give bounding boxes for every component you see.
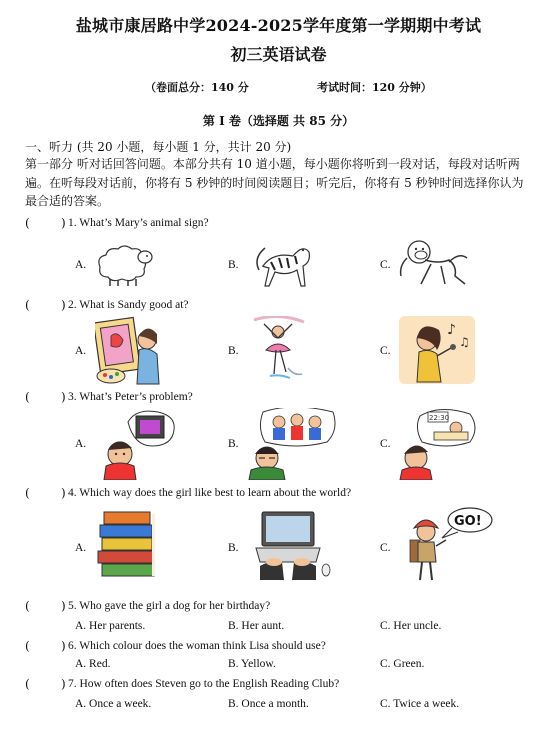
total-score: （卷面总分：140 分 <box>145 81 249 94</box>
go-label: GO! <box>454 514 482 529</box>
question-text: 3. What’s Peter’s problem? <box>68 391 193 403</box>
question-text: 4. Which way does the girl like best to learn about the world? <box>68 487 352 499</box>
answer-paren-close: ) <box>61 599 66 613</box>
option-c-label: C. <box>380 542 391 554</box>
option-a: A. Once a week. <box>75 698 152 710</box>
answer-paren-open[interactable]: ( <box>25 298 30 312</box>
option-c: C. Green. <box>380 658 425 670</box>
exam-time: 考试时间：120 分钟） <box>317 81 432 94</box>
instructions-line-1: 第一部分 听对话回答问题。本部分共有 10 道小题，每小题你将听到一段对话，每段对话听两 <box>25 157 520 171</box>
option-a-label: A. <box>75 259 87 271</box>
answer-paren-open[interactable]: ( <box>25 486 30 500</box>
answer-paren-close: ) <box>61 390 66 404</box>
answer-paren-open[interactable]: ( <box>25 677 30 691</box>
laptop-icon <box>254 510 334 582</box>
dancing-icon <box>248 316 308 386</box>
option-a-label: A. <box>75 438 87 450</box>
option-c-label: C. <box>380 345 391 357</box>
svg-text:♫: ♫ <box>459 335 470 349</box>
instructions-line-2: 遍。在听每段对话前，你将有 5 秒钟的时间阅读题目；听完后，你将有 5 秒钟时间选择你认为 <box>25 176 524 190</box>
option-b: B. Her aunt. <box>228 620 285 632</box>
traveler-icon <box>404 506 496 586</box>
option-b: B. Once a month. <box>228 698 309 710</box>
answer-paren-close: ) <box>61 486 66 500</box>
tiger-icon <box>255 236 313 290</box>
section-title: 第 I 卷（选择题 共 85 分） <box>202 114 355 128</box>
option-c-label: C. <box>380 438 391 450</box>
answer-paren-close: ) <box>61 639 66 653</box>
answer-paren-close: ) <box>61 216 66 230</box>
option-b-label: B. <box>228 542 239 554</box>
option-c: C. Her uncle. <box>380 620 442 632</box>
option-b: B. Yellow. <box>228 658 276 670</box>
svg-text:♪: ♪ <box>447 322 456 338</box>
option-b-label: B. <box>228 259 239 271</box>
option-b-label: B. <box>228 438 239 450</box>
question-text: 6. Which colour does the woman think Lisa should use? <box>68 640 326 652</box>
exam-title: 盐城市康居路中学2024-2025学年度第一学期期中考试 <box>75 16 482 35</box>
tv-problem-icon <box>98 408 178 480</box>
option-a-label: A. <box>75 345 87 357</box>
option-b-label: B. <box>228 345 239 357</box>
answer-paren-open[interactable]: ( <box>25 639 30 653</box>
homework-late-icon <box>398 408 478 480</box>
singing-icon <box>397 316 477 386</box>
paper-title: 初三英语试卷 <box>230 45 327 64</box>
option-a: A. Her parents. <box>75 620 146 632</box>
classmates-problem-icon <box>245 408 337 480</box>
question-text: 7. How often does Steven go to the English Reading Club? <box>68 678 340 690</box>
option-c-label: C. <box>380 259 391 271</box>
monkey-icon <box>395 236 471 290</box>
answer-paren-open[interactable]: ( <box>25 216 30 230</box>
option-a: A. Red. <box>75 658 111 670</box>
books-icon <box>96 508 158 586</box>
option-c: C. Twice a week. <box>380 698 460 710</box>
answer-paren-open[interactable]: ( <box>25 390 30 404</box>
answer-paren-open[interactable]: ( <box>25 599 30 613</box>
question-text: 5. Who gave the girl a dog for her birthday? <box>68 600 271 612</box>
part-heading: 一、听力 (共 20 小题，每小题 1 分，共计 20 分) <box>25 140 292 154</box>
question-text: 2. What is Sandy good at? <box>68 299 189 311</box>
painting-icon <box>95 314 163 386</box>
clock-label: 22:30 <box>429 414 450 422</box>
instructions-line-3: 最合适的答案。 <box>25 194 110 208</box>
option-a-label: A. <box>75 542 87 554</box>
answer-paren-close: ) <box>61 298 66 312</box>
answer-paren-close: ) <box>61 677 66 691</box>
question-text: 1. What’s Mary’s animal sign? <box>68 217 209 229</box>
sheep-icon <box>90 245 158 287</box>
